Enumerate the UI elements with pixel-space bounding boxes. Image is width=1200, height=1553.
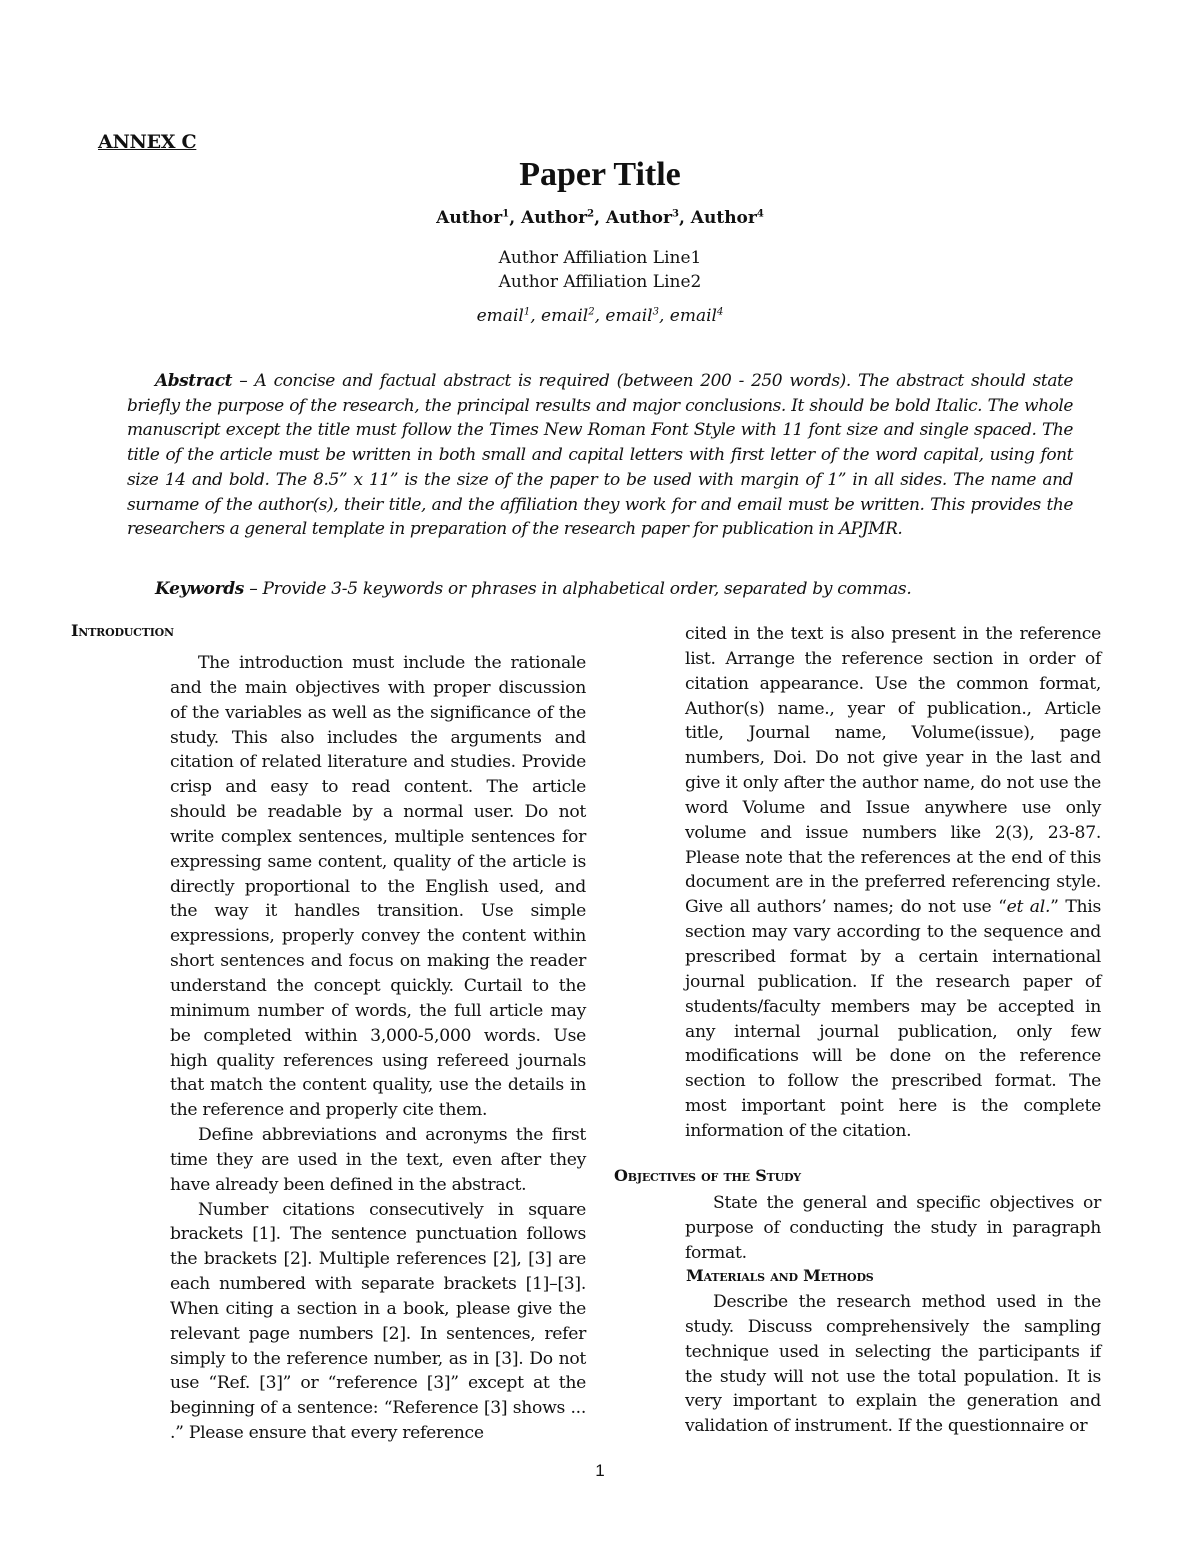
email-separator: ,	[594, 306, 606, 326]
author-name: Author	[521, 208, 588, 228]
author-name: Author	[605, 208, 672, 228]
author-superscript: 3	[671, 208, 679, 220]
paragraph: Number citations consecutively in square brackets [1]. The sentence punctuation follows the brackets [2]. Multiple references [2], [3] are each numbered with separate brackets [1]–[3]. When citing a section in a book, please give the relevant page numbers [2]. In sentences, refer simply to the reference number, as in [3]. Do not use “Ref. [3]” or “reference [3]” except at the beginning of a sentence: “Reference [3] shows ... .” Please ensure that every reference	[170, 1199, 586, 1444]
email-name: email	[476, 306, 524, 326]
author-separator: ,	[594, 208, 606, 228]
email-superscript: 1	[523, 306, 531, 318]
author-separator: ,	[509, 208, 522, 228]
keywords-label: Keywords	[155, 579, 245, 599]
page-number: 1	[595, 1461, 605, 1480]
email-superscript: 3	[652, 306, 659, 318]
author-list	[0, 208, 1200, 228]
email-list	[0, 306, 1200, 326]
abstract	[127, 369, 1073, 542]
paragraph: Describe the research method used in the study. Discuss comprehensively the sampling technique used in selecting the participants if the study will not use the total population. It is very important to explain the generation and validation of instrument. If the questionnaire or	[685, 1292, 1101, 1437]
section-heading-introduction: Introduction	[71, 621, 174, 640]
keywords-text: – Provide 3-5 keywords or phrases in alphabetical order, separated by commas.	[244, 579, 912, 599]
author-superscript: 1	[502, 208, 510, 220]
paragraph-text: ” This section may vary according to the sequence and prescribed format by a certain international journal publication. If the research paper of students/faculty members may be accepted in any internal journal publication, only few modifications will be done on the reference section to follow the prescribed format. The most important point here is the complete information of the citation.	[685, 897, 1101, 1141]
abstract-text: – A concise and factual abstract is required (between 200 - 250 words). The abstract should state briefly the purpose of the research, the principal results and major conclusions. It should be bold Italic. The whole manuscript except the title must follow the Times New Roman Font Style with 11 font size and single spaced. The title of the article must be written in both small and capital letters with first letter of the word capital, using font size 14 and bold. The 8.5” x 11” is the size of the paper to be used with margin of 1” in all sides. The name and surname of the author(s), their title, and the affiliation they work for and email must be written. This provides the researchers a general template in preparation of the research paper for publication in APJMR.	[127, 371, 1073, 540]
author-name: Author	[436, 208, 503, 228]
email-separator: ,	[530, 306, 542, 326]
paragraph: Define abbreviations and acronyms the first time they are used in the text, even after they have already been defined in the abstract.	[170, 1125, 586, 1195]
section-heading-objectives: Objectives of the Study	[614, 1166, 801, 1185]
email-separator: ,	[658, 306, 670, 326]
affiliation-line-1: Author Affiliation Line1	[498, 248, 702, 268]
paragraph: The introduction must include the rationale and the main objectives with proper discussion of the variables as well as the significance of the study. This also includes the arguments and citation of related literature and studies. Provide crisp and easy to read content. The article should be readable by a normal user. Do not write complex sentences, multiple sentences for expressing same content, quality of the article is directly proportional to the English used, and the way it handles transition. Use simple expressions, properly convey the content within short sentences and focus on making the reader understand the concept quickly. Curtail to the minimum number of words, the full article may be completed within 3,000-5,000 words. Use high quality references using refereed journals that match the content quality, use the details in the reference and properly cite them.	[170, 653, 586, 1121]
paragraph-text: cited in the text is also present in the reference list. Arrange the reference section in order of citation appearance. Use the common format, Author(s) name., year of publication., Article title, Journal name, Volume(issue), page numbers, Doi. Do not give year in the last and give it only after the author name, do not use the word Volume and Issue anywhere use only volume and issue numbers like 2(3), 23-87. Please note that the references at the end of this document are in the preferred referencing style. Give all authors’ names; do not use “	[685, 624, 1101, 918]
section-heading-materials: Materials and Methods	[686, 1266, 874, 1285]
annex-label: ANNEX C	[98, 131, 197, 153]
author-name: Author	[690, 208, 757, 228]
author-superscript: 2	[587, 208, 595, 220]
materials-body	[685, 1290, 1101, 1439]
abstract-label: Abstract	[155, 371, 233, 391]
email-superscript: 4	[717, 306, 724, 318]
keywords	[127, 579, 1073, 599]
objectives-body	[685, 1191, 1101, 1266]
affiliation-line-2: Author Affiliation Line2	[498, 272, 702, 292]
author-separator: ,	[678, 208, 691, 228]
email-name: email	[541, 306, 589, 326]
left-column	[170, 651, 586, 1446]
email-superscript: 2	[588, 306, 595, 318]
email-name: email	[669, 306, 717, 326]
right-column	[685, 622, 1101, 1144]
email-name: email	[605, 306, 653, 326]
paragraph-continued	[685, 622, 1101, 1144]
author-superscript: 4	[756, 208, 764, 220]
paper-title: Paper Title	[519, 156, 681, 193]
paragraph: State the general and specific objectives or purpose of conducting the study in paragraph format.	[685, 1193, 1101, 1263]
et-al-text: et al.	[1006, 897, 1051, 918]
